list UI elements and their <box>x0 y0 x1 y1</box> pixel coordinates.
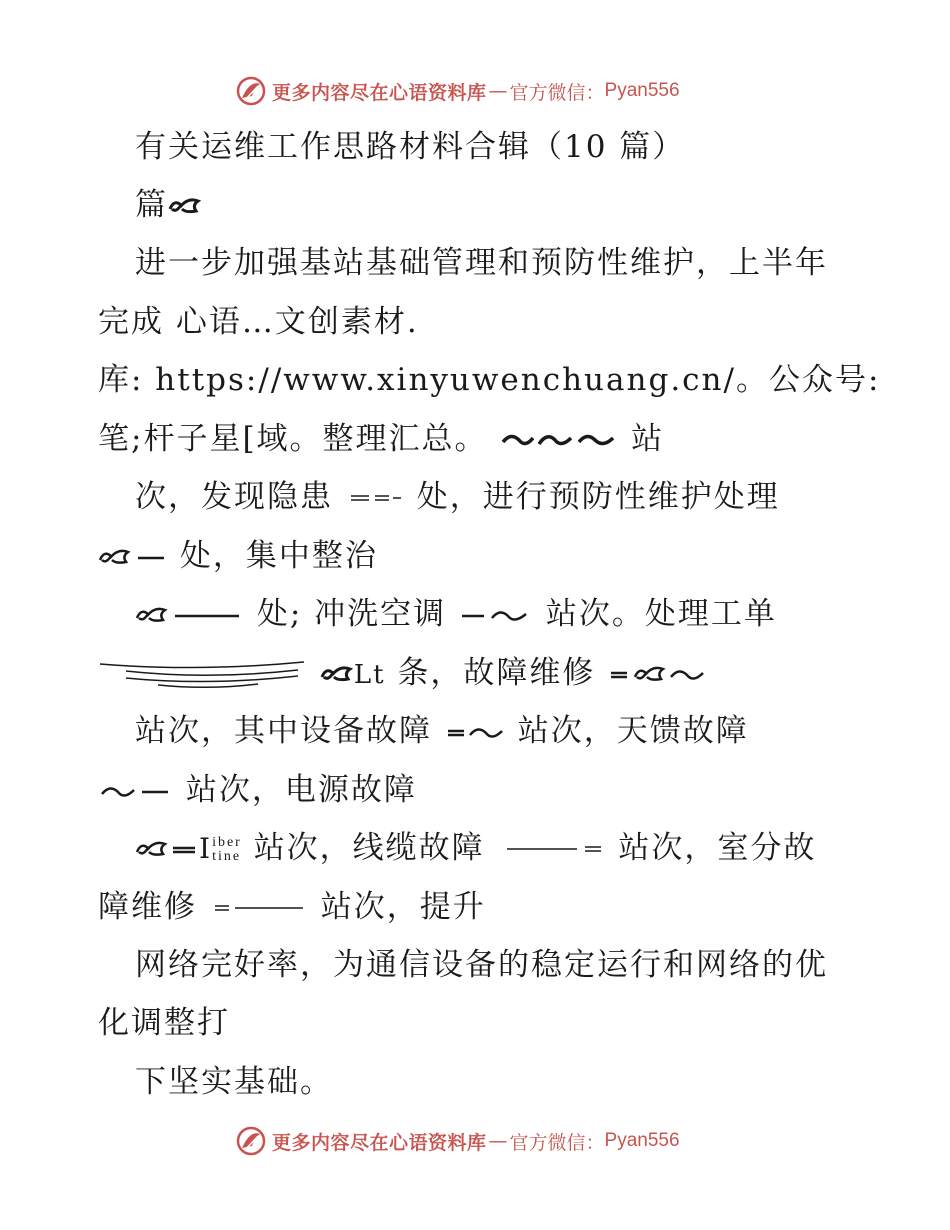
brand-logo-icon <box>236 1126 266 1156</box>
brand-name: 更多内容尽在心语资料库 <box>272 81 487 104</box>
paragraph-text: 站次，天馈故障 <box>517 713 749 749</box>
paragraph-text: 站次。处理工单 <box>545 596 777 632</box>
ornament-icon <box>135 604 245 628</box>
paragraph-line: 下坚实基础。 <box>135 1064 333 1100</box>
banner-separator: — <box>488 1130 508 1152</box>
paragraph-text: 站次，电源故障 <box>185 772 417 808</box>
paragraph-line: 化调整打 <box>98 1005 230 1041</box>
garbled-ornament-icon <box>499 428 619 454</box>
ornament-icon <box>98 546 168 570</box>
paragraph-line <box>135 712 749 750</box>
ornament-icon <box>458 604 534 628</box>
ornament-icon <box>607 663 707 687</box>
paragraph-line: 库: https://www.xinyuwenchuang.cn/。公众号: <box>98 362 881 398</box>
paragraph-text: 条，故障维修 <box>397 655 596 691</box>
artifact-text-block <box>212 836 242 864</box>
contact-id: Pyan556 <box>604 80 680 101</box>
placeholder-mark-icon <box>345 490 405 508</box>
paragraph-text: 站次，提升 <box>320 889 486 925</box>
section-marker-line <box>135 186 202 224</box>
ornament-icon <box>168 195 202 219</box>
header-banner <box>236 74 756 108</box>
artifact-text: tine <box>212 848 242 864</box>
brand-logo-icon <box>236 76 266 106</box>
paragraph-text: 站 <box>631 421 665 457</box>
paragraph-line <box>98 771 417 809</box>
paragraph-line <box>135 595 777 633</box>
paragraph-line: 进一步加强基站基础管理和预防性维护，上半年 <box>135 245 828 281</box>
placeholder-mark-icon <box>497 841 607 859</box>
banner-separator: — <box>488 80 508 102</box>
paragraph-text: 站次，线缆故障 <box>253 830 485 866</box>
placeholder-mark-icon <box>209 900 309 918</box>
paragraph-text: 次，发现隐患 <box>135 479 333 515</box>
artifact-text: iber <box>212 834 242 850</box>
footer-banner <box>236 1124 756 1158</box>
ornament-icon <box>320 663 354 687</box>
paragraph-text: 处，进行预防性维护处理 <box>416 479 780 515</box>
paragraph-text: 站次，室分故 <box>618 830 817 866</box>
paragraph-text: 笔;杆子星[域。整理汇总。 <box>98 421 488 457</box>
paragraph-line <box>98 654 707 694</box>
contact-label: 官方微信： <box>509 1131 605 1154</box>
artifact-text: Lt <box>353 660 386 690</box>
paragraph-line <box>98 420 664 458</box>
paragraph-text: 站次，其中设备故障 <box>135 713 432 749</box>
contact-label: 官方微信： <box>509 81 605 104</box>
paragraph-line <box>135 478 780 516</box>
paragraph-line <box>98 888 486 926</box>
wave-lines-icon <box>98 658 308 692</box>
contact-id: Pyan556 <box>604 1130 680 1151</box>
paragraph-line: Iiber tine 站次，线缆故障 站次，室分故 <box>135 829 816 868</box>
ornament-icon <box>98 780 174 804</box>
paragraph-line: 网络完好率，为通信设备的稳定运行和网络的优 <box>135 947 828 983</box>
ornament-icon <box>444 721 506 745</box>
ornament-icon <box>135 838 199 862</box>
brand-name: 更多内容尽在心语资料库 <box>272 1131 487 1154</box>
paragraph-text: 处，集中整治 <box>179 538 378 574</box>
section-marker: 篇 <box>135 187 168 223</box>
paragraph-text: 处; 冲洗空调 <box>256 596 447 632</box>
paragraph-line <box>98 537 378 575</box>
paragraph-text: 障维修 <box>98 889 197 925</box>
document-title: 有关运维工作思路材料合辑（10 篇） <box>135 129 686 165</box>
paragraph-line: 完成 心语…文创素材. <box>98 304 419 340</box>
